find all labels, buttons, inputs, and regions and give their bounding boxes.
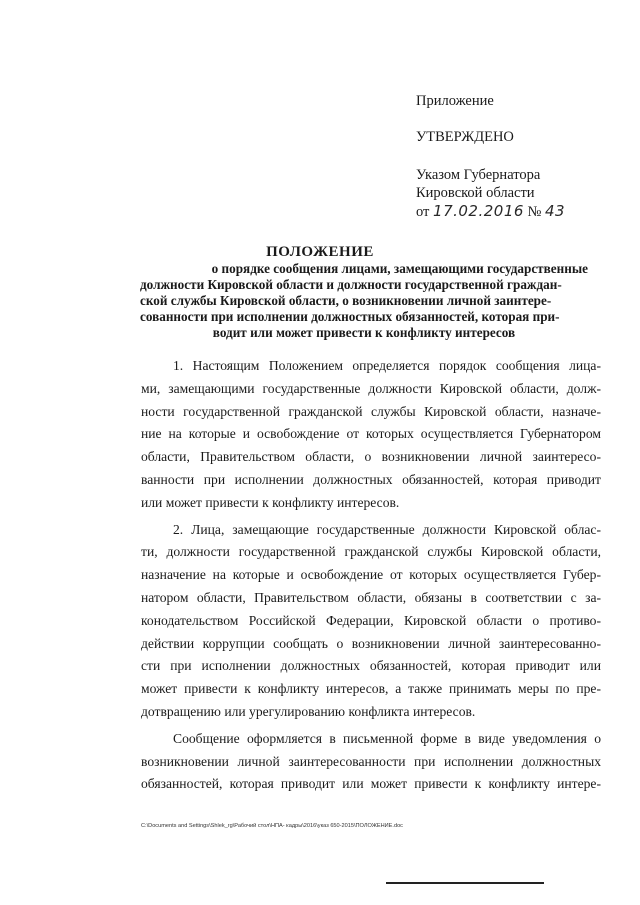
text-line: действии коррупции сообщать о возникновении личной заинтересованно- (141, 635, 601, 651)
decree-date-line (416, 202, 626, 221)
text-line: ми, замещающими государственные должности Кировской области, долж- (141, 380, 601, 396)
number-prefix: № (527, 204, 542, 220)
appendix-label: Приложение (416, 93, 494, 109)
text-line: Сообщение оформляется в письменной форме в виде уведомления о (173, 730, 601, 746)
subtitle-line: о порядке сообщения лицами, замещающими государственные (211, 261, 588, 276)
decree-line-1: Указом Губернатора (416, 167, 541, 183)
approval-stamp (416, 92, 626, 221)
text-line: дотвращению или урегулированию конфликта интересов. (141, 703, 476, 719)
decree-date: 17.02.2016 (433, 202, 524, 220)
subtitle-line: должности Кировской области и должности государственной граждан- (140, 277, 562, 292)
text-line: может привести к конфликту интересов, а также принимать меры по пре- (141, 681, 601, 697)
decree-line-2: Кировской области (416, 185, 535, 201)
decree-number: 43 (545, 202, 566, 220)
subtitle-line: водит или может привести к конфликту интересов (212, 325, 516, 340)
text-line: ние на которые и освобождение от которых осуществляется Губернатором (141, 426, 601, 442)
text-line: возникновении личной заинтересованности при исполнении должностных (141, 753, 601, 769)
subtitle-line: сованности при исполнении должностных обязанностей, которая при- (140, 309, 560, 324)
text-line: натором области, Правительством области, обязаны в соответствии с за- (141, 589, 601, 605)
date-prefix: от (416, 204, 430, 220)
document-body (141, 355, 601, 796)
text-line: 2. Лица, замещающие государственные должности Кировской облас- (173, 521, 601, 537)
text-line: сти при исполнении должностных обязанностей, которая приводит или (141, 658, 601, 674)
file-path-footer: C:\Documents and Settings\Shlek_rg\Рабочий стол\НПА- кадры\2016\указ 650-2015\ПОЛОЖЕНИЕ.doc (141, 823, 403, 829)
text-line: или может привести к конфликту интересов. (141, 494, 400, 510)
document-title: ПОЛОЖЕНИЕ (266, 244, 374, 260)
paragraph-3 (141, 728, 601, 796)
footer-rule (386, 882, 544, 884)
text-line: ванности при исполнении должностных обязанностей, которая приводит (141, 471, 601, 487)
text-line: 1. Настоящим Положением определяется порядок сообщения лица- (173, 358, 601, 373)
text-line: назначение на которые и освобождение от которых осуществляется Губер- (141, 567, 601, 583)
approved-label: УТВЕРЖДЕНО (416, 129, 514, 145)
document-subtitle (140, 261, 588, 341)
text-line: ти, должности государственной гражданской службы Кировской области, (141, 544, 601, 560)
paragraph-2 (141, 519, 601, 724)
text-line: ности государственной гражданской службы Кировской области, назначе- (141, 403, 601, 419)
text-line: обязанностей, которая приводит или может привести к конфликту интере- (141, 776, 601, 792)
subtitle-line: ской службы Кировской области, о возникновении личной заинтере- (140, 293, 552, 308)
text-line: конодательством Российской Федерации, Кировской области о противо- (141, 612, 601, 628)
text-line: области, Правительством области, о возникновении личной заинтересо- (141, 449, 601, 465)
paragraph-1 (141, 355, 601, 515)
